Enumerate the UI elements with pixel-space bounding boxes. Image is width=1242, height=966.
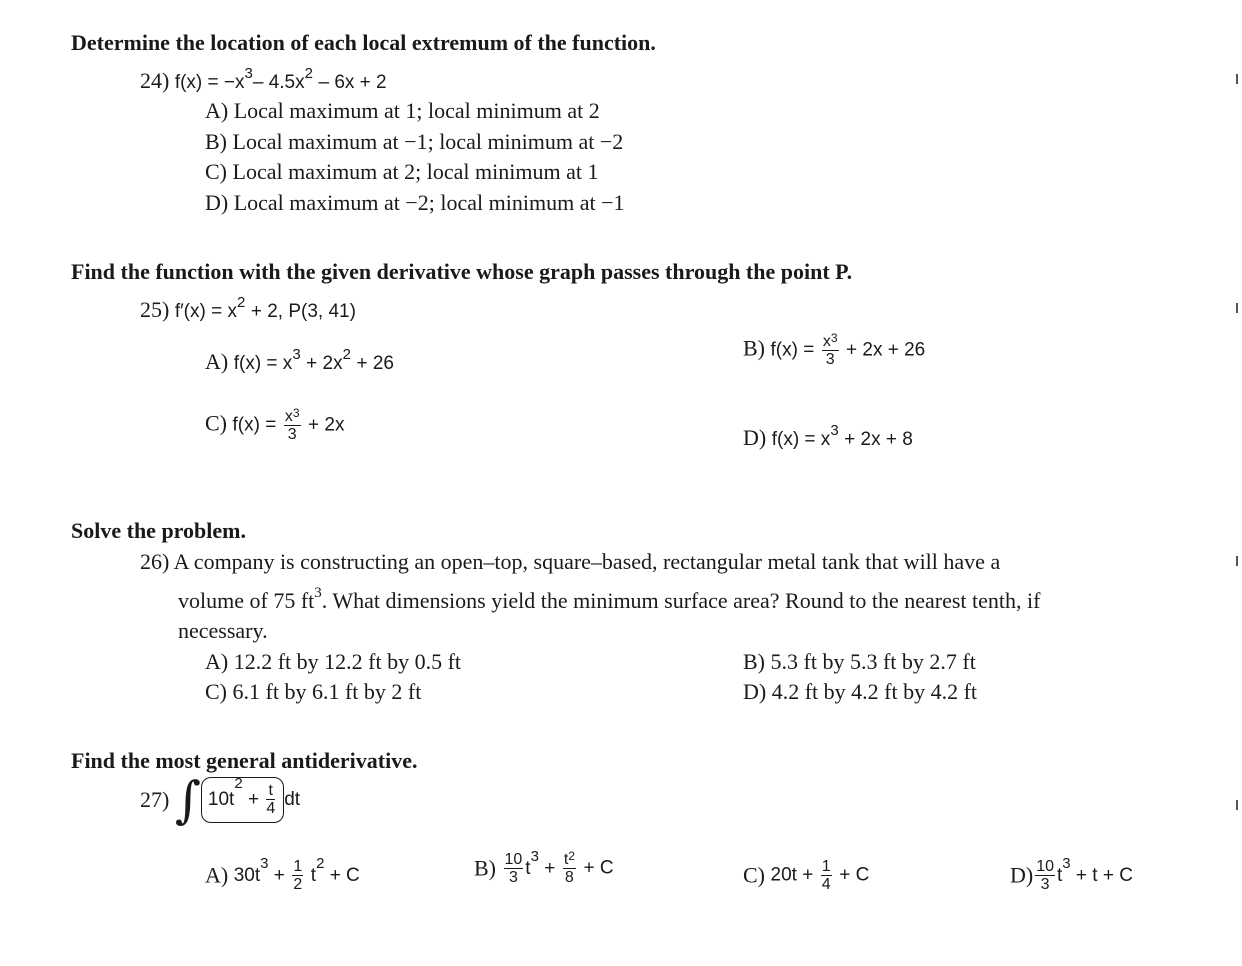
edge-mark [1236,556,1238,566]
section-header-solve: Solve the problem. [71,518,246,543]
fraction: $\frac{x^3}{3}$ [284,406,300,443]
q24-option-d: D) Local maximum at −2; local minimum at −1 [205,190,625,215]
fraction: $\frac{x^3}{3}$ [822,331,838,368]
q25-stem: 25) $f'(x) = x^2 + 2$, P(3, 41) [140,294,356,322]
q24-option-b: B) Local maximum at −1; local minimum at −2 [205,129,624,154]
q27-option-b: B) $\frac{10}{3}$ $t^3$ + $\frac{t^2}{8}$ + C [474,847,614,886]
q24-option-a: A) Local maximum at 1; local minimum at 2 [205,98,600,123]
fraction: $\frac{10}{3}$ [1036,858,1055,893]
q26-line2: volume of 75 $ft^3$. What dimensions yield the minimum surface area? Round to the nearest tenth, if [178,585,1041,613]
q26-number: 26) [140,549,170,574]
q26-option-c: C) 6.1 ft by 6.1 ft by 2 ft [205,679,422,704]
q27-number: 27) [140,787,170,812]
q26-line3: necessary. [178,618,268,643]
q24-option-c: C) Local maximum at 2; local minimum at 1 [205,159,599,184]
fraction: $\frac{1}{2}$ [293,858,303,893]
fraction: $\frac{t}{4}$ [266,782,276,818]
q24-stem: 24) $f(x) = -x^3-$ $4.5x^2 - 6x + 2$ [140,65,387,93]
q27-option-d: D) $\frac{10}{3}$ $t^3 + t + C$ [1010,854,1133,893]
fraction: $\frac{10}{3}$ [504,851,523,886]
q26-line1: 26) A company is constructing an open–top, square–based, rectangular metal tank that will have a [140,549,1001,574]
section-header-antiderivative-point: Find the function with the given derivative whose graph passes through the point P. [71,259,853,284]
q26-option-b: B) 5.3 ft by 5.3 ft by 2.7 ft [743,649,976,674]
q26-option-a: A) 12.2 ft by 12.2 ft by 0.5 ft [205,649,462,674]
q25-number: 25) [140,297,170,322]
q27-option-a: A) $30t^3$ + $\frac{1}{2}$ $t^2 + C$ [205,854,360,893]
integral-sign-icon: ∫ [174,771,201,829]
q24-number: 24) [140,68,170,93]
edge-mark [1236,800,1238,810]
q27-option-c: C) 20t + $\frac{1}{4}$ + C [743,858,870,893]
fraction: $\frac{t^2}{8}$ [563,849,575,886]
q26-option-d: D) 4.2 ft by 4.2 ft by 4.2 ft [743,679,978,704]
q25-option-c: C) f(x) = $\frac{x^3}{3}$ + 2x [205,406,345,443]
section-header-extremum: Determine the location of each local extremum of the function. [71,30,656,55]
edge-mark [1236,74,1238,84]
fraction: $\frac{1}{4}$ [821,858,831,893]
q25-option-d: D) $f(x) = x^3 + 2x + 8$ [743,422,913,450]
edge-mark [1236,303,1238,313]
integrand: $10t^2$ + $\frac{t}{4}$ [201,777,284,823]
section-header-general-antiderivative: Find the most general antiderivative. [71,748,418,773]
q27-integral: 27) ∫ $10t^2$ + $\frac{t}{4}$ dt [140,771,301,829]
q25-option-b: B) f(x) = $\frac{x^3}{3}$ + 2x + 26 [743,331,926,368]
q25-option-a: A) $f(x) = x^3 + 2x^2 + 26$ [205,346,394,374]
